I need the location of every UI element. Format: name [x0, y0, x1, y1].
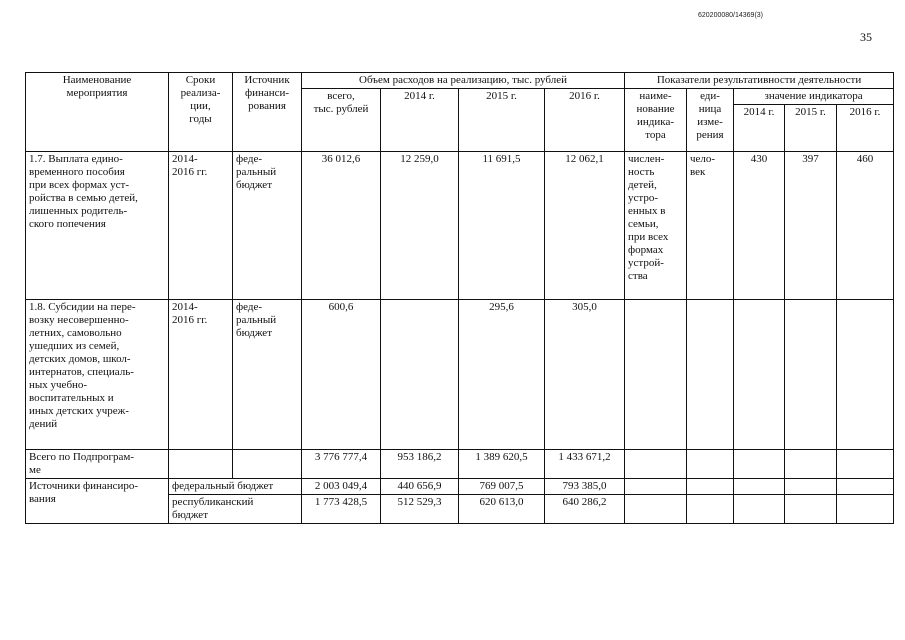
header-vol-2016: 2016 г. [545, 89, 625, 152]
row-2016: 305,0 [545, 300, 625, 450]
source-republic-total: 1 773 428,5 [302, 495, 381, 524]
row-ind-name [625, 300, 687, 450]
total-row [26, 450, 894, 479]
table-row [26, 300, 894, 450]
total-terms [169, 450, 233, 479]
source-federal-2016: 793 385,0 [545, 479, 625, 495]
row-ind-unit [687, 300, 734, 450]
total-2016: 1 433 671,2 [545, 450, 625, 479]
header-ind-2016: 2016 г. [837, 105, 894, 152]
row-terms: 2014- 2016 гг. [169, 152, 233, 300]
row-source: феде- ральный бюджет [233, 152, 302, 300]
row-terms: 2014- 2016 гг. [169, 300, 233, 450]
header-ind-2014: 2014 г. [734, 105, 785, 152]
total-2014: 953 186,2 [381, 450, 459, 479]
sources-row-federal [26, 479, 894, 495]
row-source: феде- ральный бюджет [233, 300, 302, 450]
header-ind-unit: еди- ница изме- рения [687, 89, 734, 152]
row-ind-2015: 397 [785, 152, 837, 300]
page-number: 35 [860, 30, 872, 44]
total-name: Всего по Подпрограм- ме [26, 450, 169, 479]
header-ind-values: значение индикатора [734, 89, 894, 105]
header-volume-group: Объем расходов на реализацию, тыс. рублей [302, 73, 625, 89]
row-ind-2014 [734, 300, 785, 450]
header-terms: Сроки реализа- ции, годы [169, 73, 233, 152]
source-federal-total: 2 003 049,4 [302, 479, 381, 495]
row-2015: 295,6 [459, 300, 545, 450]
source-federal-name: федеральный бюджет [169, 479, 302, 495]
source-federal-2014: 440 656,9 [381, 479, 459, 495]
source-republic-2014: 512 529,3 [381, 495, 459, 524]
source-republic-2016: 640 286,2 [545, 495, 625, 524]
budget-table [25, 72, 894, 524]
source-republic-2015: 620 613,0 [459, 495, 545, 524]
row-ind-name: числен- ность детей, устро- енных в семьи, при всех формах устрой- ства [625, 152, 687, 300]
document-code: 620200080/14369(3) [698, 12, 764, 19]
row-ind-2015 [785, 300, 837, 450]
total-2015: 1 389 620,5 [459, 450, 545, 479]
header-source: Источник финанси- рования [233, 73, 302, 152]
row-2014 [381, 300, 459, 450]
header-ind-2015: 2015 г. [785, 105, 837, 152]
total-sum: 3 776 777,4 [302, 450, 381, 479]
row-total: 600,6 [302, 300, 381, 450]
source-federal-2015: 769 007,5 [459, 479, 545, 495]
header-name: Наименование мероприятия [26, 73, 169, 152]
row-2015: 11 691,5 [459, 152, 545, 300]
table-row [26, 152, 894, 300]
header-vol-2015: 2015 г. [459, 89, 545, 152]
total-source [233, 450, 302, 479]
header-ind-name: наиме- нование индика- тора [625, 89, 687, 152]
row-2014: 12 259,0 [381, 152, 459, 300]
sources-label: Источники финансиро- вания [26, 479, 169, 524]
header-row-1 [26, 73, 894, 89]
row-name: 1.7. Выплата едино- временного пособия при всех формах уст- ройства в семью детей, лишенных родитель- ского попечения [26, 152, 169, 300]
row-ind-2014: 430 [734, 152, 785, 300]
row-2016: 12 062,1 [545, 152, 625, 300]
row-ind-2016 [837, 300, 894, 450]
header-vol-2014: 2014 г. [381, 89, 459, 152]
header-indicators-group: Показатели результативности деятельности [625, 73, 894, 89]
row-ind-unit: чело- век [687, 152, 734, 300]
row-name: 1.8. Субсидии на пере- возку несовершенно- летних, самовольно ушедших из семей, детских домов, школ- интернатов, специаль- ных учебно- воспитательных и иных детских учреж- дений [26, 300, 169, 450]
row-ind-2016: 460 [837, 152, 894, 300]
source-republic-name: республиканский бюджет [169, 495, 302, 524]
header-vol-total: всего, тыс. рублей [302, 89, 381, 152]
row-total: 36 012,6 [302, 152, 381, 300]
